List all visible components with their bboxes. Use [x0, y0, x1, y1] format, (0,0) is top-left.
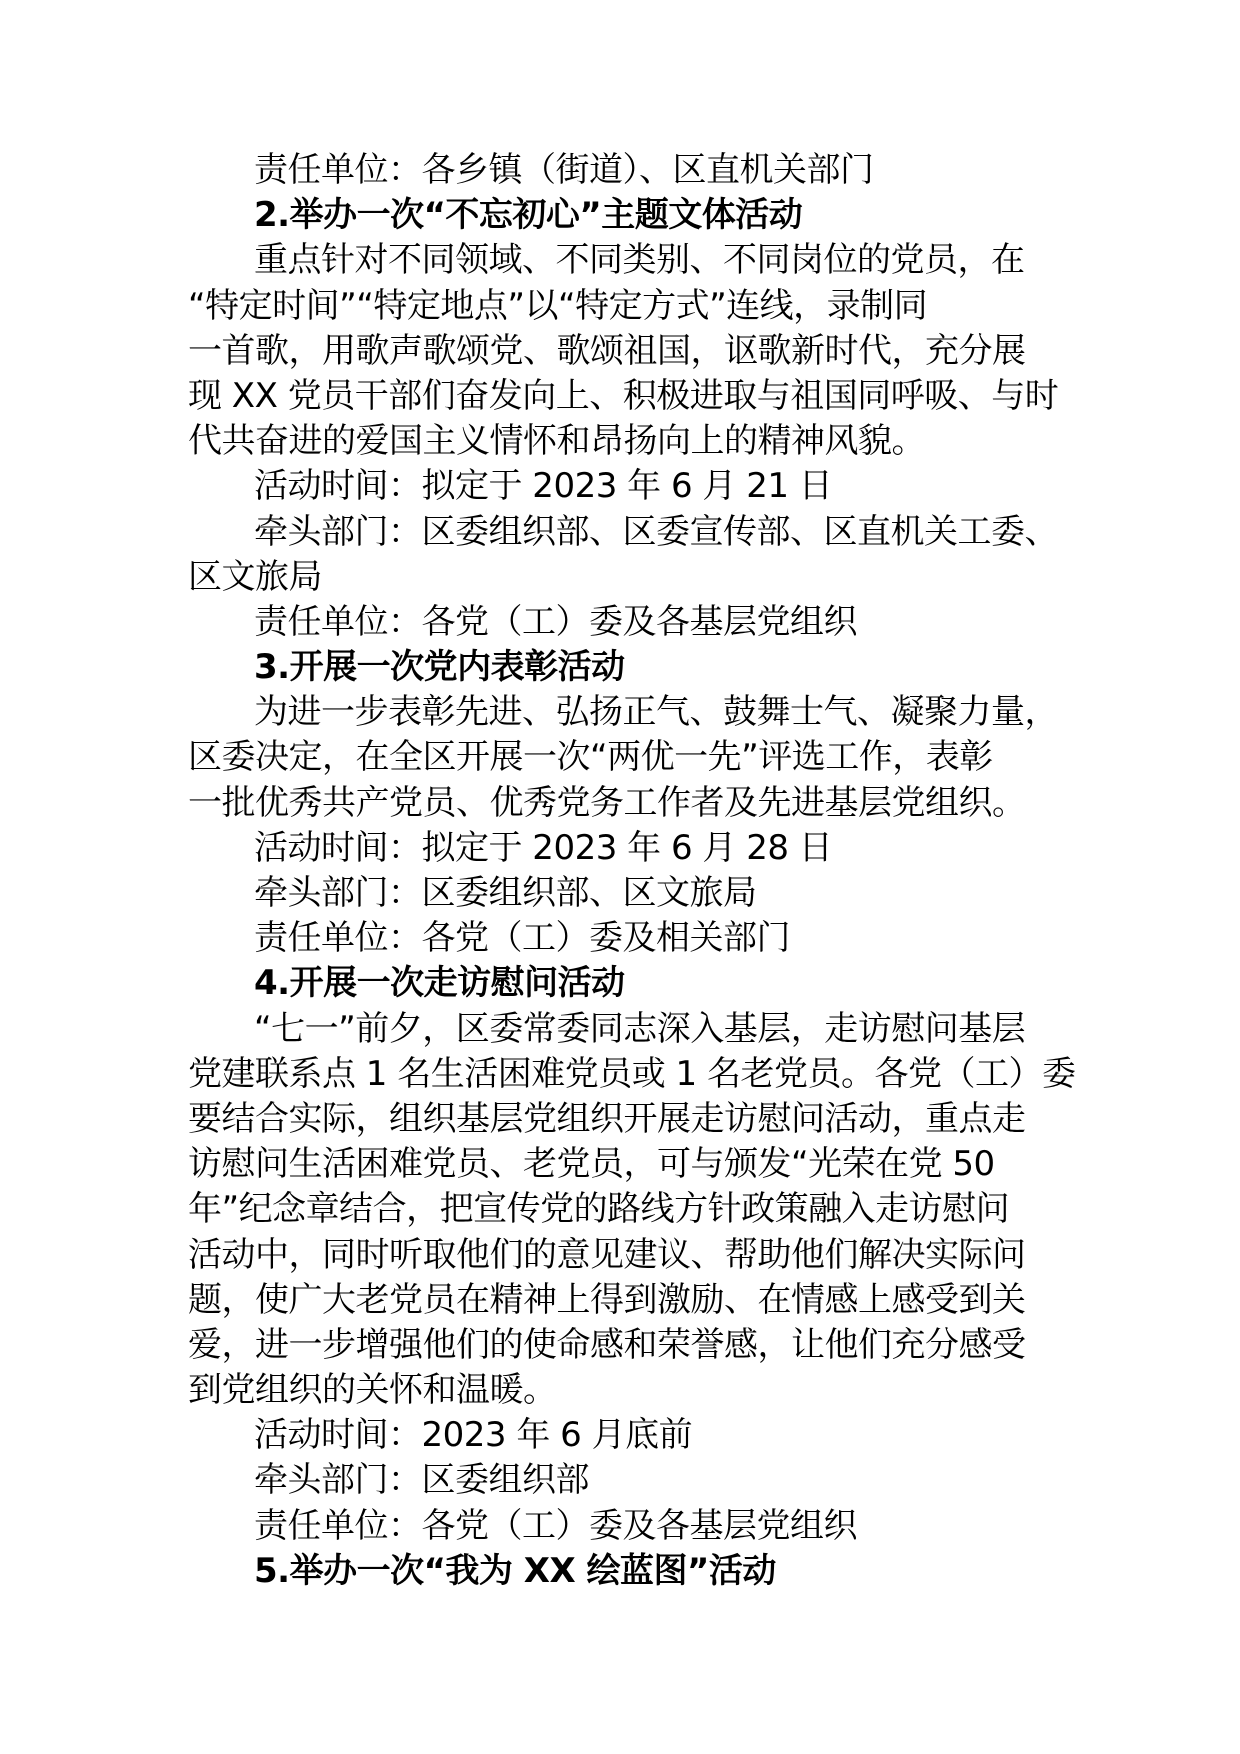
section-heading: 2.举办一次“不忘初心”主题文体活动: [254, 195, 803, 236]
text-line: 为进一步表彰先进、弘扬正气、鼓舞士气、凝聚力量，: [254, 692, 1058, 733]
text-line: 责任单位：各党（工）委及各基层党组织: [254, 601, 857, 642]
section-heading: 4.开展一次走访慰问活动: [254, 963, 625, 1004]
text-line: 访慰问生活困难党员、老党员，可与颁发“光荣在党 50: [188, 1144, 995, 1185]
text-line: 活动时间：2023 年 6 月底前: [254, 1415, 693, 1456]
text-line: 责任单位：各党（工）委及相关部门: [254, 918, 790, 959]
text-line: 活动中，同时听取他们的意见建议、帮助他们解决实际问: [188, 1234, 1026, 1275]
text-line: 责任单位：各党（工）委及各基层党组织: [254, 1505, 857, 1546]
text-line: 爱，进一步增强他们的使命感和荣誉感，让他们充分感受: [188, 1324, 1026, 1365]
text-line: 区文旅局: [188, 556, 322, 597]
text-line: 一首歌，用歌声歌颂党、歌颂祖国，讴歌新时代，充分展: [188, 330, 1026, 371]
text-line: 现 XX 党员干部们奋发向上、积极进取与祖国同呼吸、与时: [188, 375, 1059, 416]
text-line: 重点针对不同领域、不同类别、不同岗位的党员，在: [254, 240, 1025, 281]
text-line: 牵头部门：区委组织部、区文旅局: [254, 873, 757, 913]
text-line: 年”纪念章结合，把宣传党的路线方针政策融入走访慰问: [188, 1189, 1010, 1230]
section-heading: 5.举办一次“我为 XX 绘蓝图”活动: [254, 1550, 776, 1591]
text-line: 活动时间：拟定于 2023 年 6 月 21 日: [254, 466, 833, 507]
text-line: 牵头部门：区委组织部、区委宣传部、区直机关工委、: [254, 511, 1058, 552]
text-line: “七一”前夕，区委常委同志深入基层，走访慰问基层: [254, 1008, 1026, 1049]
section-heading: 3.开展一次党内表彰活动: [254, 647, 625, 688]
text-line: 要结合实际，组织基层党组织开展走访慰问活动，重点走: [188, 1098, 1026, 1139]
text-line: 一批优秀共产党员、优秀党务工作者及先进基层党组织。: [188, 782, 1026, 823]
text-line: 责任单位：各乡镇（街道）、区直机关部门: [254, 150, 874, 190]
text-line: 党建联系点 1 名生活困难党员或 1 名老党员。各党（工）委: [188, 1053, 1076, 1094]
text-line: 区委决定，在全区开展一次“两优一先”评选工作，表彰: [188, 737, 993, 778]
document-page: [188, 148, 1088, 1594]
text-line: 代共奋进的爱国主义情怀和昂扬向上的精神风貌。: [188, 421, 925, 462]
text-line: “特定时间”“特定地点”以“特定方式”连线，录制同: [188, 285, 928, 326]
text-line: 活动时间：拟定于 2023 年 6 月 28 日: [254, 827, 833, 868]
text-line: 题，使广大老党员在精神上得到激励、在情感上感受到关: [188, 1279, 1026, 1320]
text-line: 牵头部门：区委组织部: [254, 1460, 589, 1501]
text-line: 到党组织的关怀和温暖。: [188, 1370, 557, 1411]
